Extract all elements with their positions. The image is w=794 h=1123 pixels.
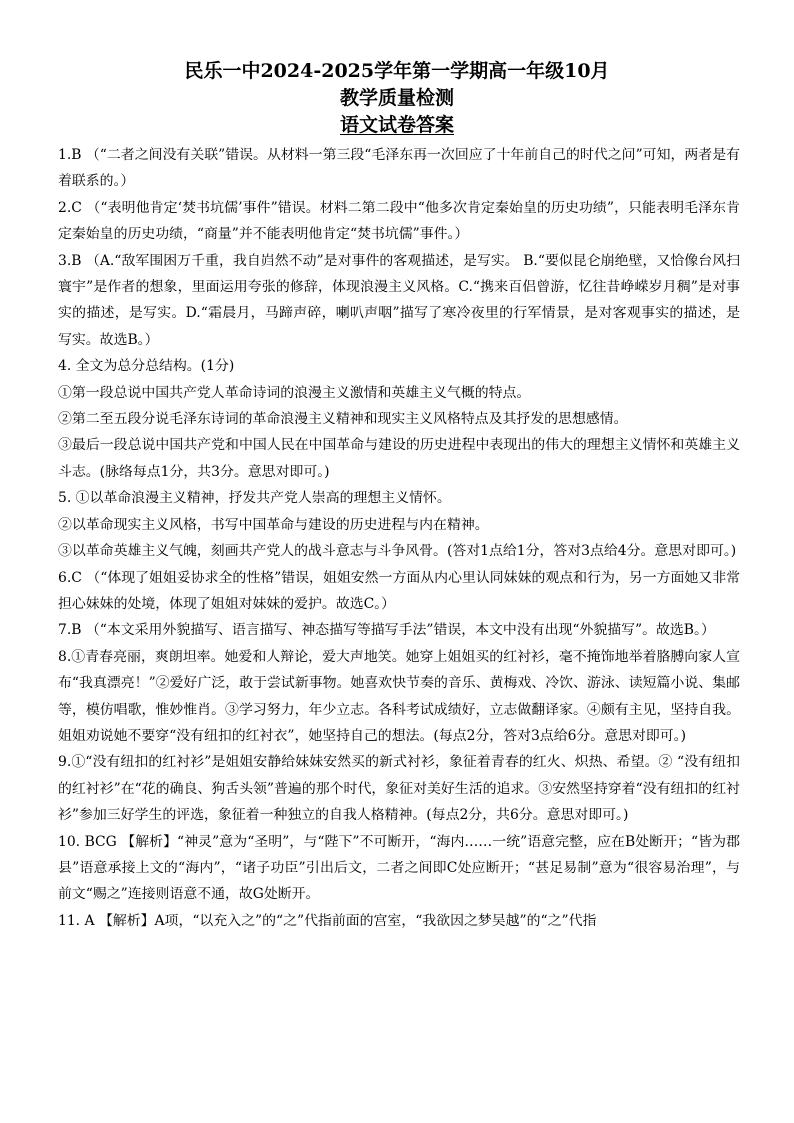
title-line-exam-name: 教学质量检测 — [339, 87, 454, 109]
answer-q7: 7.B （“本文采用外貌描写、语言描写、神态描写等描写手法”错误，本文中没有出现“外貌描写”。故选B。） — [58, 622, 715, 639]
answer-q8: 8.①青春亮丽，爽朗坦率。她爱和人辩论，爱大声地笑。她穿上姐姐买的红衬衫，毫不掩饰地举着胳膊向家人宣布“我真漂亮！”②爱好广泛，敢于尝试新事物。她喜欢快节奏的音乐、黄梅戏、冷饮、游泳、读短篇小说、集邮等，模仿唱歌，惟妙惟肖。③学习努力，年少立志。各科考试成绩好，立志做翻译家。④颇有主见，坚持自我。姐姐劝说她不要穿“没有纽扣的红衬衣”，她坚持自己的想法。(每点2分，答对3点给6分。意思对即可。) — [58, 648, 740, 744]
answer-q9: 9.①“没有纽扣的红衬衫”是姐姐安静给妹妹安然买的新式衬衫，象征着青春的红火、炽热、希望。② “没有纽扣的红衬衫”在“花的确良、狗舌头领”普遍的那个时代，象征对美好生活的追求。③安然坚持穿着“没有纽扣的红衬衫”参加三好学生的评选，象征着一种独立的自我人格精神。(每点2分，共6分。意思对即可。) — [58, 754, 740, 824]
answer-q4-point3: ③最后一段总说中国共产党和中国人民在中国革命与建设的历史进程中表现出的伟大的理想主义情怀和英雄主义斗志。(脉络每点1分，共3分。意思对即可。) — [58, 437, 740, 480]
answer-q11: 11. A 【解析】A项，“以充入之”的“之”代指前面的宫室，“我欲因之梦吴越”的“之”代指 — [58, 912, 597, 929]
answer-q4-point1: ①第一段总说中国共产党人革命诗词的浪漫主义激情和英雄主义气概的特点。 — [58, 384, 531, 401]
answer-q5-point1: 5. ①以革命浪漫主义精神，抒发共产党人崇高的理想主义情怀。 — [58, 490, 451, 507]
answer-q6: 6.C （“体现了姐姐妥协求全的性格”错误，姐姐安然一方面从内心里认同妹妹的观点和行为，另一方面她又非常担心妹妹的处境，体现了姐姐对妹妹的爱护。故选C。） — [58, 569, 740, 612]
answer-q5-point2: ②以革命现实主义风格，书写中国革命与建设的历史进程与内在精神。 — [58, 516, 489, 533]
answer-q2: 2.C （“表明他肯定‘焚书坑儒’事件”错误。材料二第二段中“他多次肯定秦始皇的历史功绩”，只能表明毛泽东肯定秦始皇的历史功绩，“商量”并不能表明他肯定“焚书坑儒”事件。） — [58, 199, 740, 243]
title-line-school-term: 民乐一中2024-2025学年第一学期高一年级10月 — [184, 60, 610, 82]
answer-q5-point3: ③以革命英雄主义气魄，刻画共产党人的战斗意志与斗争风骨。(答对1点给1分，答对3点给4分。意思对即可。) — [58, 543, 737, 560]
answer-content — [58, 142, 740, 934]
answer-q1: 1.B （“二者之间没有关联”错误。从材料一第三段“毛泽东再一次回应了十年前自己的时代之问”可知，两者是有着联系的。） — [58, 147, 740, 190]
answer-q3: 3.B （A.“敌军围困万千重，我自岿然不动”是对事件的客观描述，是写实。 B.“要似昆仑崩绝壁，又恰像台风扫寰宇”是作者的想象，里面运用夸张的修辞，体现浪漫主义风格。C.“携来百侣曾游，忆往昔峥嵘岁月稠”是对事实的描述，是写实。D.“霜晨月，马蹄声碎，喇叭声咽”描写了寒冷夜里的行军情景，是对客观事实的描述，是写实。故选B。） — [58, 252, 740, 348]
answer-q4-point2: ②第二至五段分说毛泽东诗词的革命浪漫主义精神和现实主义风格特点及其抒发的思想感情。 — [58, 411, 628, 428]
answer-q4-header: 4. 全文为总分总结构。(1分) — [58, 358, 235, 375]
title-line-answer-key: 语文试卷答案 — [339, 114, 454, 136]
answer-q10: 10. BCG 【解析】“神灵”意为“圣明”，与“陛下”不可断开，“海内……一统”语意完整，应在B处断开；“皆为郡县”语意承接上文的“海内”，“诸子功臣”引出后文，二者之间即C处应断开；“甚足易制”意为“很容易治理”，与前文“赐之”连接则语意不通，故G处断开。 — [58, 833, 740, 903]
